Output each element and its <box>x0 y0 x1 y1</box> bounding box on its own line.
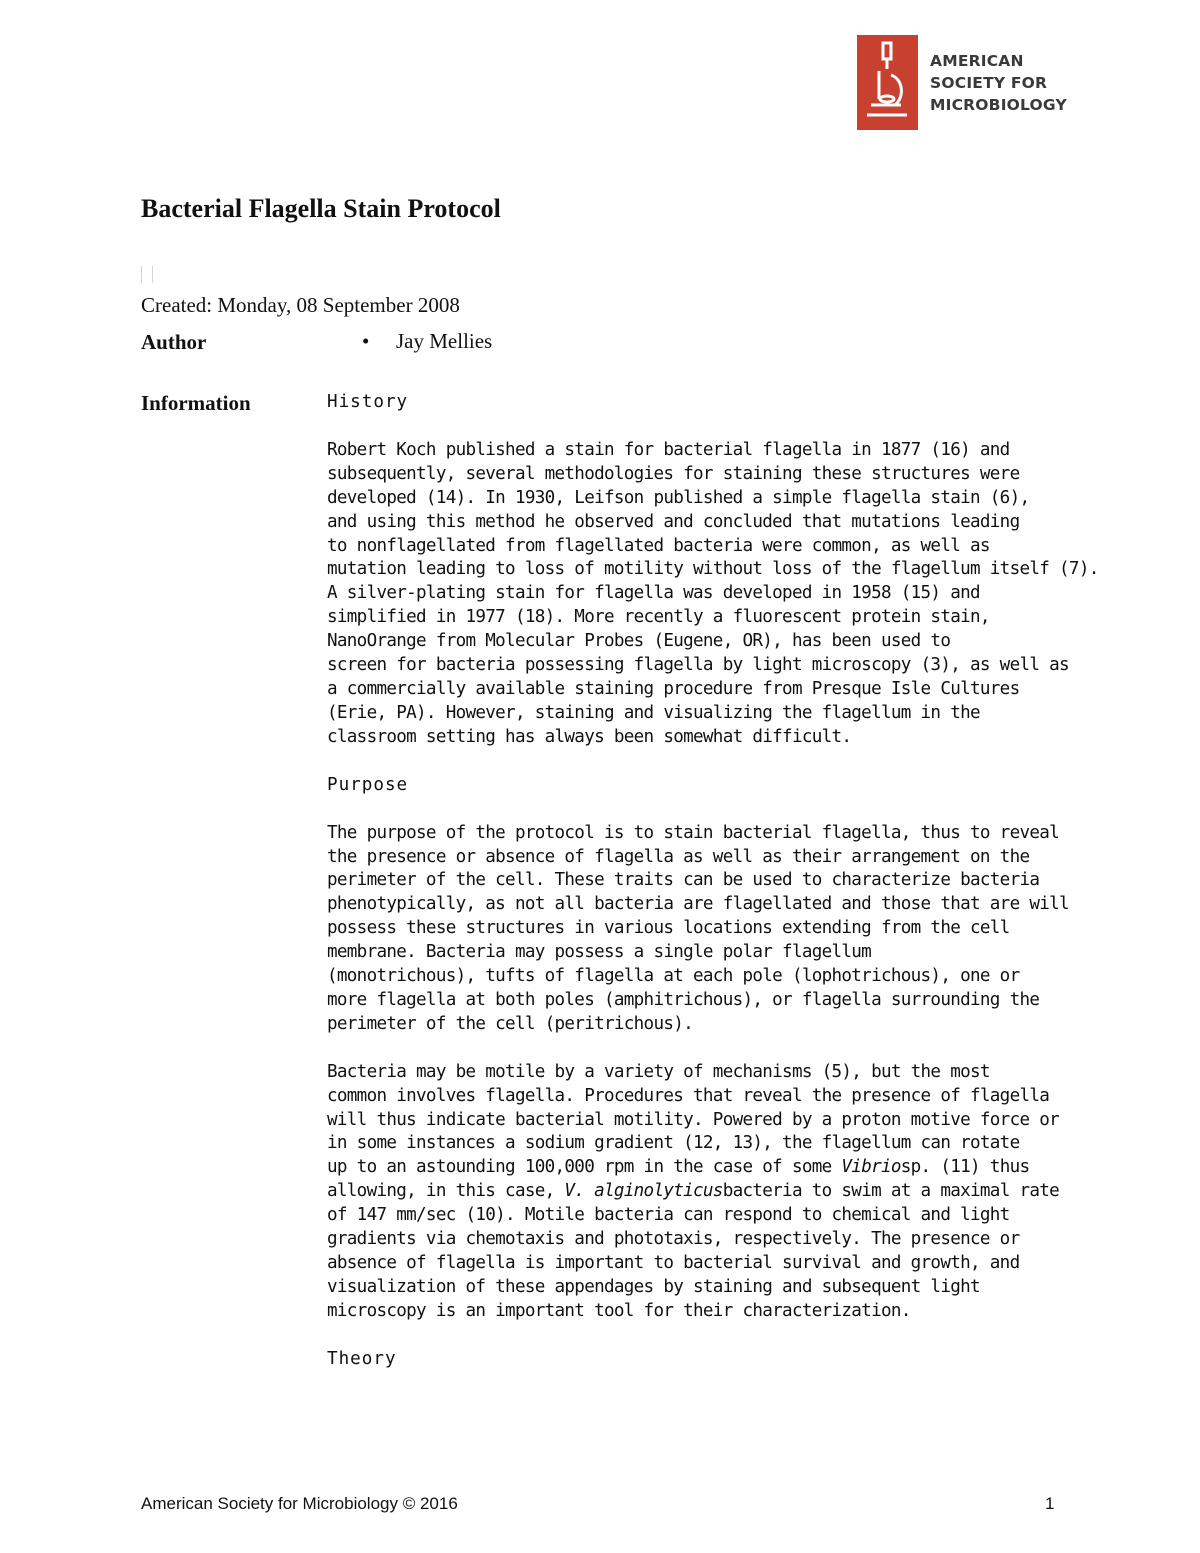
text-run: up to an astounding 100,000 rpm in the case of some <box>327 1157 842 1178</box>
text-line: Bacteria may be motile by a variety of mechanisms (5), but the most <box>327 1061 990 1082</box>
information-content <box>327 391 1099 1396</box>
logo-line-1: AMERICAN <box>930 51 1024 70</box>
bookmark-marker <box>141 266 153 283</box>
text-line: perimeter of the cell. These traits can be used to characterize bacteria <box>327 870 1040 891</box>
theory-heading: Theory <box>327 1348 397 1369</box>
text-line: classroom setting has always been somewhat difficult. <box>327 726 852 747</box>
text-line: developed (14). In 1930, Leifson published a simple flagella stain (6), <box>327 487 1030 508</box>
logo-line-2: SOCIETY FOR <box>930 73 1048 92</box>
text-line: microscopy is an important tool for their characterization. <box>327 1300 911 1321</box>
text-line: NanoOrange from Molecular Probes (Eugene, OR), has been used to <box>327 631 951 652</box>
text-line: the presence or absence of flagella as well as their arrangement on the <box>327 846 1030 867</box>
microscope-logo-icon <box>857 35 918 130</box>
page-title: Bacterial Flagella Stain Protocol <box>141 194 501 223</box>
text-line: The purpose of the protocol is to stain bacterial flagella, thus to reveal <box>327 822 1060 843</box>
text-line: perimeter of the cell (peritrichous). <box>327 1013 694 1034</box>
text-line: will thus indicate bacterial motility. Powered by a proton motive force or <box>327 1109 1060 1130</box>
text-line: to nonflagellated from flagellated bacteria were common, as well as <box>327 535 990 556</box>
text-line: a commercially available staining procedure from Presque Isle Cultures <box>327 678 1020 699</box>
bullet-icon: • <box>362 329 370 353</box>
text-line: common involves flagella. Procedures that reveal the presence of flagella <box>327 1085 1050 1106</box>
text-line: and using this method he observed and concluded that mutations leading <box>327 511 1020 532</box>
text-line: in some instances a sodium gradient (12, 13), the flagellum can rotate <box>327 1133 1020 1154</box>
motility-paragraph <box>327 1061 1072 1324</box>
author-name: Jay Mellies <box>396 329 493 353</box>
text-line: simplified in 1977 (18). More recently a fluorescent protein stain, <box>327 607 990 628</box>
purpose-heading: Purpose <box>327 774 409 795</box>
page-number: 1 <box>1045 1494 1055 1513</box>
text-run: bacteria to swim at a maximal rate <box>722 1181 1060 1202</box>
text-run: sp. (11) thus <box>900 1157 1030 1178</box>
history-paragraph <box>327 439 1099 750</box>
purpose-paragraph <box>327 822 1072 1037</box>
text-line: more flagella at both poles (amphitrichous), or flagella surrounding the <box>327 989 1040 1010</box>
species-name: Vibrio <box>841 1157 901 1178</box>
footer-copyright: American Society for Microbiology © 2016 <box>141 1494 458 1513</box>
author-label: Author <box>141 330 207 354</box>
text-line: A silver-plating stain for flagella was developed in 1958 (15) and <box>327 583 980 604</box>
text-line: (Erie, PA). However, staining and visualizing the flagellum in the <box>327 702 980 723</box>
logo-wordmark <box>930 50 1067 116</box>
asm-logo <box>857 35 1067 130</box>
text-line: screen for bacteria possessing flagella by light microscopy (3), as well as <box>327 655 1069 676</box>
text-line: membrane. Bacteria may possess a single polar flagellum <box>327 942 872 963</box>
text-line: (monotrichous), tufts of flagella at each pole (lophotrichous), one or <box>327 966 1020 987</box>
text-line: of 147 mm/sec (10). Motile bacteria can respond to chemical and light <box>327 1205 1010 1226</box>
information-label: Information <box>141 391 251 415</box>
author-list-item <box>362 329 492 354</box>
text-line: absence of flagella is important to bacterial survival and growth, and <box>327 1253 1020 1273</box>
text-line: mutation leading to loss of motility without loss of the flagellum itself (7). <box>327 559 1099 580</box>
species-name: V. alginolyticus <box>564 1181 723 1202</box>
created-date: Created: Monday, 08 September 2008 <box>141 293 460 317</box>
text-line: Robert Koch published a stain for bacterial flagella in 1877 (16) and <box>327 439 1010 460</box>
text-line: visualization of these appendages by staining and subsequent light <box>327 1276 980 1297</box>
text-line <box>327 1156 1072 1180</box>
text-line: gradients via chemotaxis and phototaxis, respectively. The presence or <box>327 1229 1020 1250</box>
logo-line-3: MICROBIOLOGY <box>930 95 1067 114</box>
text-line: possess these structures in various locations extending from the cell <box>327 918 1010 939</box>
text-line: subsequently, several methodologies for staining these structures were <box>327 463 1020 484</box>
text-line: phenotypically, as not all bacteria are flagellated and those that are will <box>327 894 1069 915</box>
text-run: allowing, in this case, <box>327 1181 565 1202</box>
text-line <box>327 1180 1072 1204</box>
history-heading: History <box>327 392 409 412</box>
